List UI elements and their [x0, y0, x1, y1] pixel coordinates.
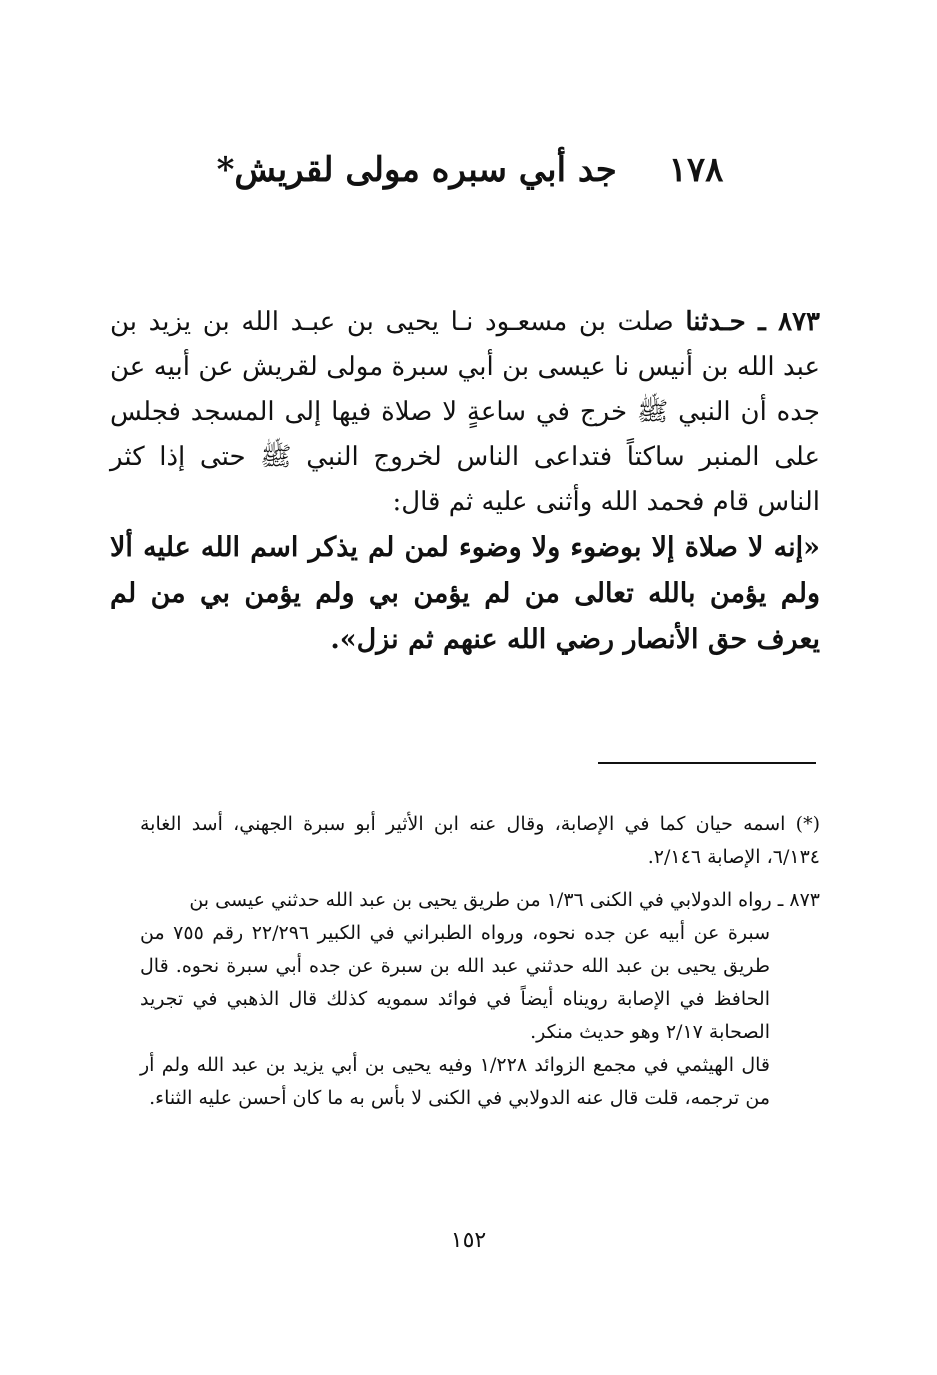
- hadith-number-lead: ٨٧٣ ـ حـدثنا: [685, 307, 821, 337]
- footnote-divider: [598, 762, 816, 764]
- chapter-title: جد أبي سبره مولى لقريش*: [216, 150, 617, 190]
- footnote-873: [140, 884, 820, 1115]
- footnote-873-haythami: قال الهيثمي في مجمع الزوائد ١/٢٢٨ وفيه يحيى بن أبي يزيد بن عبد الله ولم أر من ترجمه، قلت قال عنه الدولابي في الكنى لا بأس به ما كان أحسن عليه الثناء.: [140, 1054, 770, 1109]
- page-number: ١٥٢: [450, 1228, 487, 1253]
- footnotes: [140, 808, 820, 1125]
- chapter-heading: [140, 150, 800, 190]
- chapter-number: ١٧٨: [668, 150, 724, 190]
- hadith-quote: «إنه لا صلاة إلا بوضوء ولا وضوء لمن لم يذكر اسم الله عليه ألا ولم يؤمن بالله تعالى من لم يؤمن بي ولم يؤمن بي من لم يعرف حق الأنصار رضي الله عنهم ثم نزل».: [110, 532, 820, 655]
- hadith-chain: صلت بن مسعـود نـا يحيى بن عبـد الله بن يزيد بن عبد الله بن أنيس نا عيسى بن أبي سبرة مولى لقريش عن أبيه عن جده أن النبي ﷺ خرج في ساعةٍ لا صلاة فيها إلى المسجد فجلس على المنبر ساكتاً فتداعى الناس لخروج النبي ﷺ حتى إذا كثر الناس قام فحمد الله وأثنى عليه ثم قال:: [110, 307, 820, 517]
- footnote-873-continuation: سبرة عن أبيه عن جده نحوه، ورواه الطبراني في الكبير ٢٢/٢٩٦ رقم ٧٥٥ من طريق يحيى بن عبد الله حدثني عبد الله بن سبرة عن جده أبي سبرة نحوه. قال الحافظ في الإصابة رويناه أيضاً في فوائد سمويه كذلك قال الذهبي في تجريد الصحابة ٢/١٧ وهو حديث منكر.: [140, 922, 770, 1043]
- footnote-873-first-line: ٨٧٣ ـ رواه الدولابي في الكنى ١/٣٦ من طريق يحيى بن عبد الله حدثني عيسى بن: [189, 889, 820, 911]
- hadith-text: [110, 300, 820, 663]
- footnote-star: (*) اسمه حيان كما في الإصابة، وقال عنه ابن الأثير أبو سبرة الجهني، أسد الغابة ٦/١٣٤، الإصابة ٢/١٤٦.: [140, 813, 820, 868]
